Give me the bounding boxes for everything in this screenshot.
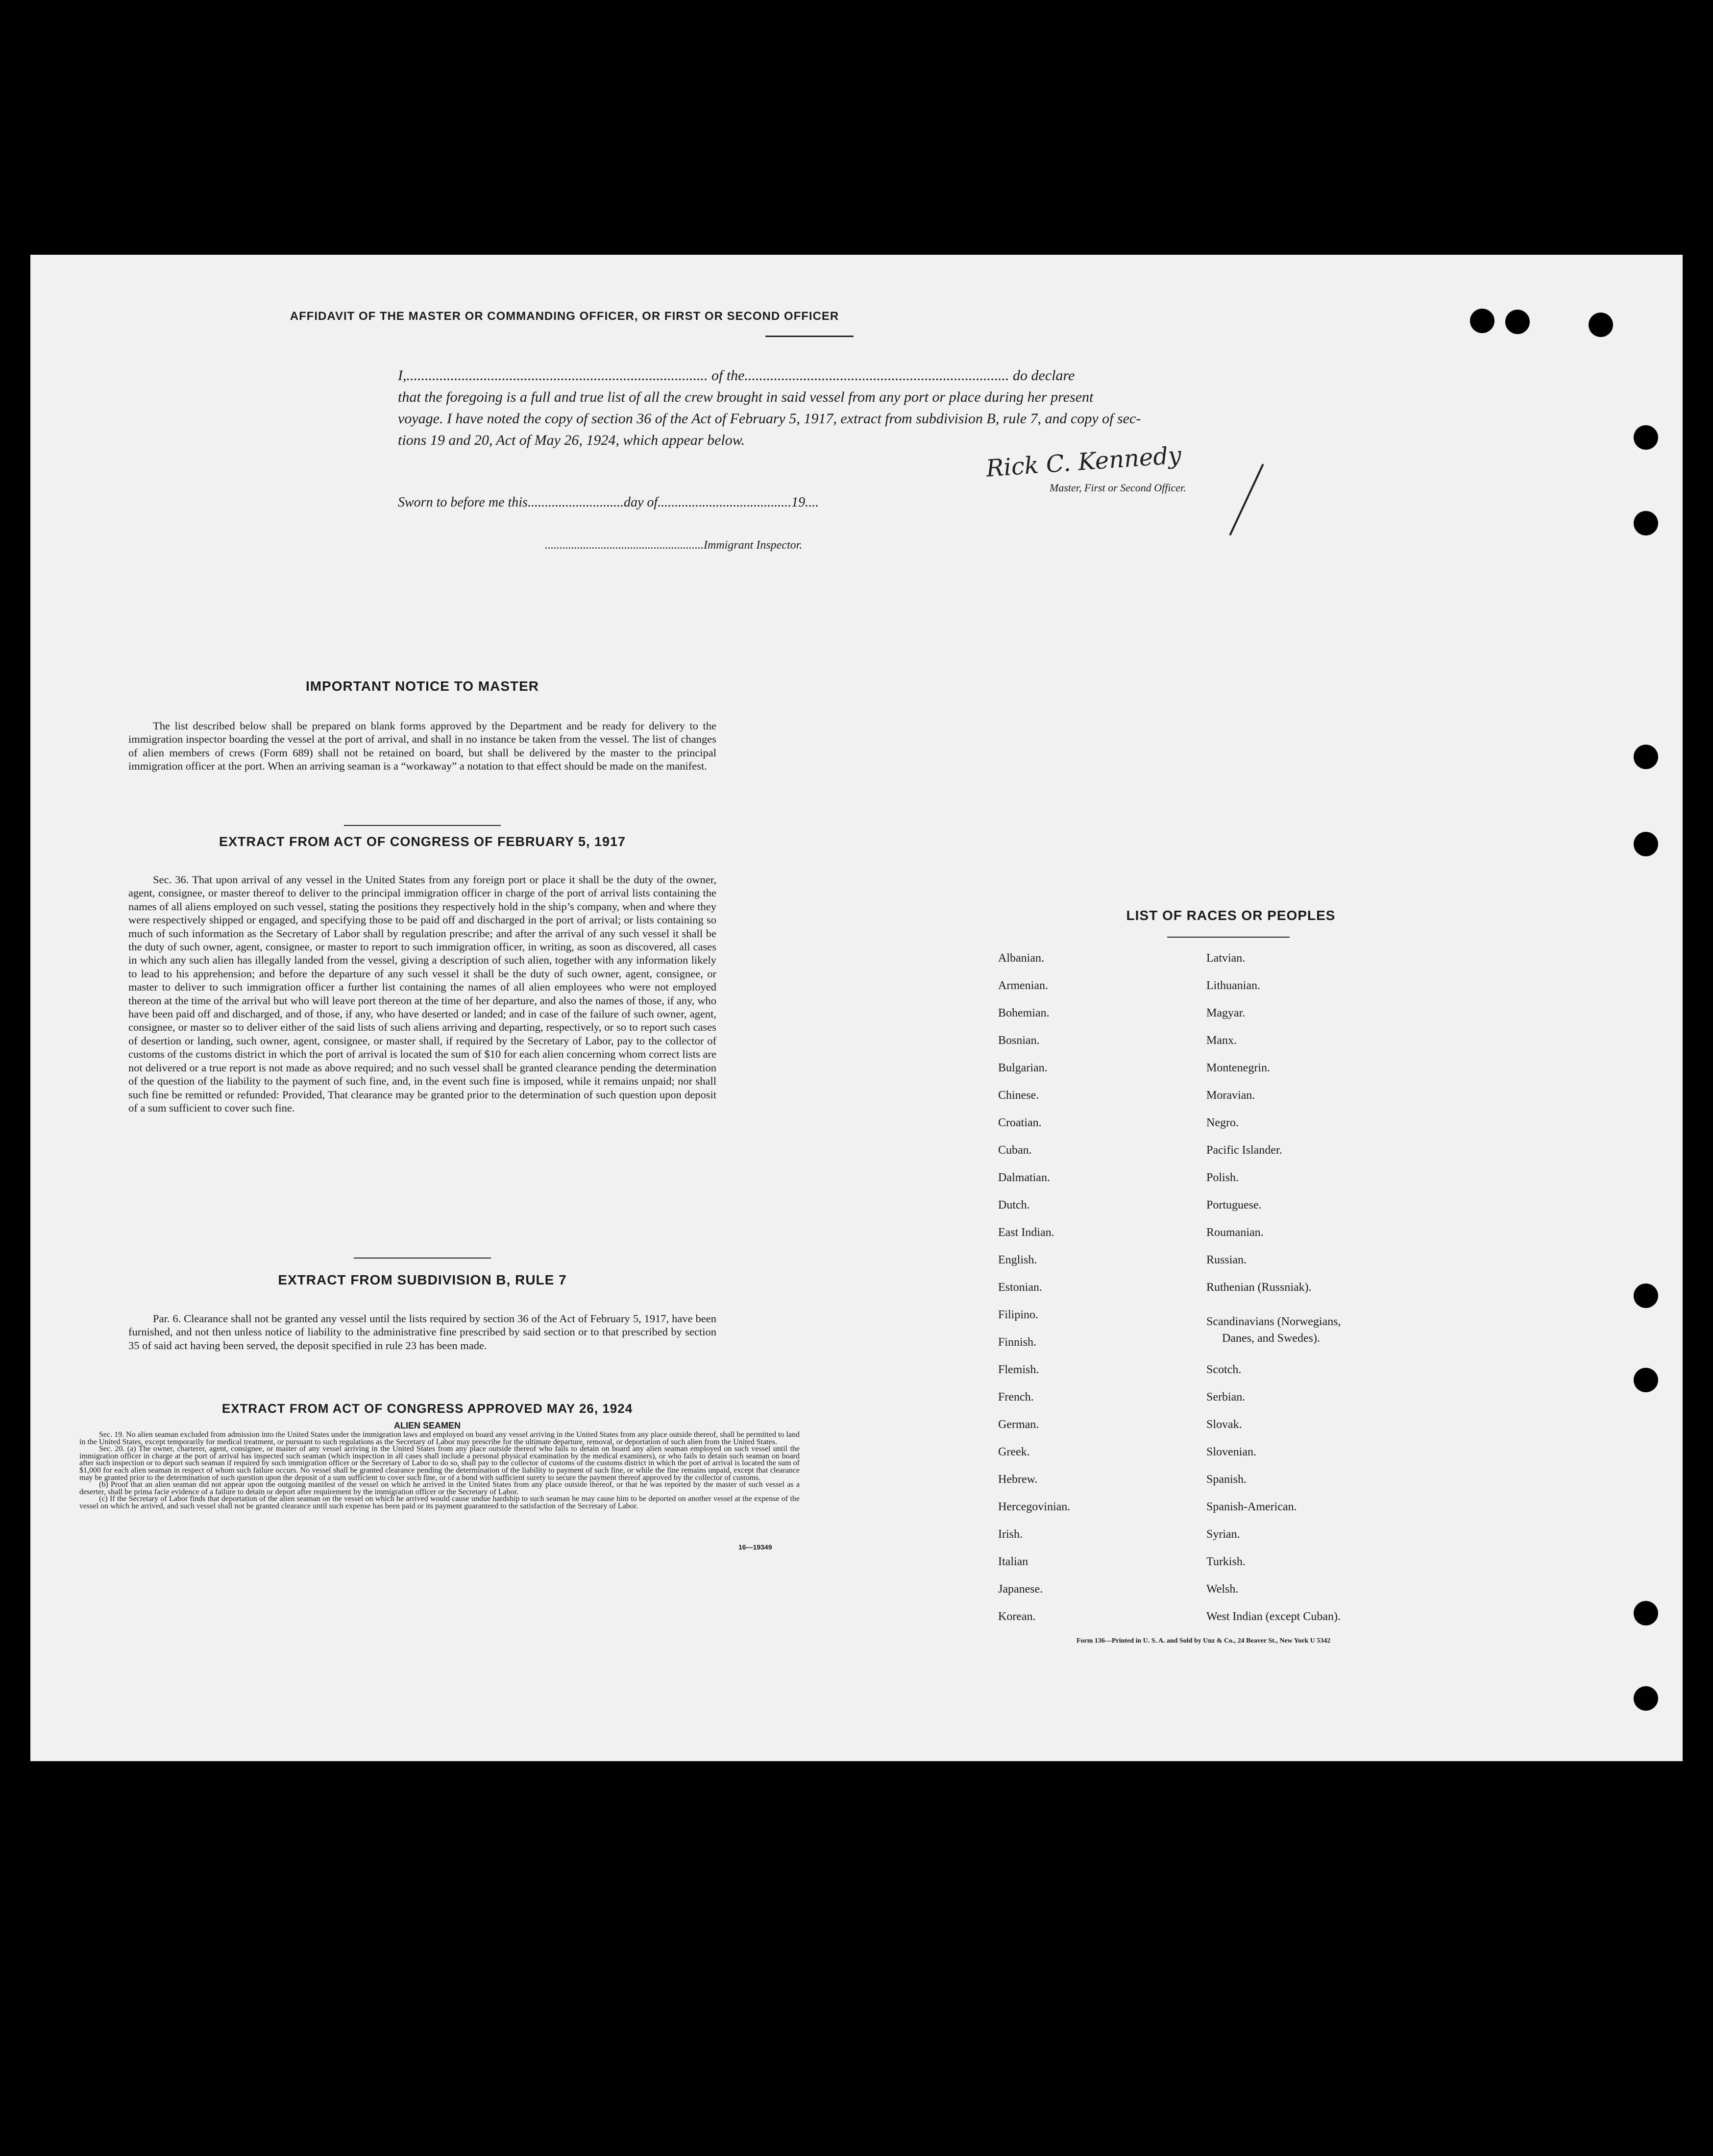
race-left: Bohemian. — [998, 1007, 1050, 1019]
race-right: Serbian. — [1206, 1391, 1246, 1404]
race-right: Welsh. — [1206, 1583, 1239, 1596]
race-right: Turkish. — [1206, 1555, 1246, 1568]
blank-year: .... — [805, 495, 819, 510]
races-title: LIST OF RACES OR PEOPLES — [1126, 908, 1336, 923]
race-right: West Indian (except Cuban). — [1206, 1610, 1341, 1623]
race-left: Korean. — [998, 1610, 1036, 1623]
race-right: Ruthenian (Russniak). — [1206, 1281, 1312, 1294]
sworn-day-of: day of — [623, 495, 658, 510]
notice-text: The list described below shall be prepared on blank forms approved by the Department and be ready for delivery to the immigration inspector boarding the vessel at the port of arrival, and shall in no instance be taken from the vessel. The list of changes of alien members of crews (Form 689) shall not be retained on board, but shall be delivered by the master to the principal immigration officer at the port. When an arriving seaman is a “workaway” a notation to that effect should be made on the manifest. — [128, 720, 716, 773]
punch-hole — [1634, 745, 1658, 769]
race-right: Spanish. — [1206, 1473, 1247, 1486]
sworn-year: 19 — [791, 495, 806, 510]
race-left: German. — [998, 1418, 1039, 1431]
race-right: Portuguese. — [1206, 1199, 1262, 1211]
race-right: Pacific Islander. — [1206, 1144, 1282, 1157]
sec-20a-text: Sec. 20. (a) The owner, charterer, agent, consignee, or master of any vessel arriving in the United States from any place outside thereof who fails to detain on board any alien seaman employed on such vessel until the immigration officer in charge at the port of arrival has inspected such seaman (which inspection in all cases shall include a personal physical examination by the medical examiners), or who fails to detain such seaman on board after such inspection or to deport such seaman if required by such immigration officer or the Secretary of Labor to do so, shall pay to the collector of customs of the customs district in which the port of arrival is located the sum of $1,000 for each alien seaman in respect of whom such failure occurs. No vessel shall be granted clearance pending the determination of the liability to payment of such fine, or while the fine remains unpaid, except that clearance may be granted prior to the determination of such question upon the deposit of a sum sufficient to cover such fine, or of a bond with sufficient surety to secure the payment thereof approved by the collector of customs. — [79, 1445, 800, 1482]
race-right: Russian. — [1206, 1254, 1247, 1266]
punch-hole — [1634, 1284, 1658, 1308]
race-left: Hercegovinian. — [998, 1501, 1071, 1513]
race-right: Magyar. — [1206, 1007, 1246, 1019]
race-left: Chinese. — [998, 1089, 1039, 1102]
race-left: Cuban. — [998, 1144, 1032, 1157]
punch-hole — [1505, 310, 1530, 334]
extract-1924-body — [79, 1431, 800, 1510]
blank-inspector: ...................................................... — [545, 539, 704, 552]
punch-hole — [1634, 832, 1658, 856]
subdivision-b-text: Par. 6. Clearance shall not be granted any vessel until the lists required by section 36 of the Act of February 5, 1917, have been furnished, and not then unless notice of liability to the administrative fine prescribed by said section or to that prescribed by section 35 of said act having been served, the deposit specified in rule 23 has been made. — [128, 1312, 716, 1352]
race-right: Syrian. — [1206, 1528, 1240, 1541]
race-right: Scotch. — [1206, 1363, 1242, 1376]
blank-month: ....................................... — [658, 495, 792, 510]
punch-hole — [1589, 313, 1613, 337]
race-left: Albanian. — [998, 952, 1044, 965]
section-rule — [354, 1258, 491, 1259]
subdivision-b-title: EXTRACT FROM SUBDIVISION B, RULE 7 — [278, 1272, 567, 1287]
punch-hole — [1634, 511, 1658, 535]
race-left: Finnish. — [998, 1336, 1037, 1349]
race-right: Latvian. — [1206, 952, 1246, 965]
declaration-declare: do declare — [1013, 367, 1075, 384]
sworn-prefix: Sworn to before me this — [398, 495, 528, 510]
alien-seamen-subtitle: ALIEN SEAMEN — [393, 1421, 461, 1430]
punch-hole — [1634, 425, 1658, 450]
affidavit-heading: AFFIDAVIT OF THE MASTER OR COMMANDING OFFICER, OR FIRST OR SECOND OFFICER — [290, 310, 839, 323]
race-left: Bosnian. — [998, 1034, 1040, 1047]
race-right: Negro. — [1206, 1116, 1239, 1129]
race-left: Estonian. — [998, 1281, 1042, 1294]
heading-rule — [765, 336, 854, 337]
race-left: Dalmatian. — [998, 1171, 1050, 1184]
race-right-continuation: Danes, and Swedes). — [1222, 1332, 1320, 1345]
race-left: Bulgarian. — [998, 1062, 1048, 1074]
races-rule — [1167, 937, 1290, 938]
race-left: English. — [998, 1254, 1037, 1266]
inspector-line — [545, 539, 802, 552]
declaration-line-4: tions 19 and 20, Act of May 26, 1924, which appear below. — [398, 432, 745, 448]
race-right: Slovenian. — [1206, 1446, 1256, 1458]
punch-hole — [1470, 309, 1494, 333]
notice-title: IMPORTANT NOTICE TO MASTER — [305, 678, 539, 694]
race-left: Dutch. — [998, 1199, 1030, 1211]
race-right: Roumanian. — [1206, 1226, 1264, 1239]
inspector-label: Immigrant Inspector. — [704, 539, 803, 552]
blank-day: ............................ — [527, 495, 624, 510]
race-right: Moravian. — [1206, 1089, 1255, 1102]
punch-hole — [1634, 1686, 1658, 1711]
race-left: Greek. — [998, 1446, 1030, 1458]
signature-stroke — [1229, 464, 1264, 536]
race-left: East Indian. — [998, 1226, 1054, 1239]
sec-20c-text: (c) If the Secretary of Labor finds that deportation of the alien seaman on the vessel on which he arrived would cause undue hardship to such seaman he may cause him to be deported on another vessel at the expense of the vessel on which he arrived, and such vessel shall not be granted clearance until such expense has been paid or its payment guaranteed to the satisfaction of the Secretary of Labor. — [79, 1495, 800, 1510]
race-right: Montenegrin. — [1206, 1062, 1270, 1074]
race-left: French. — [998, 1391, 1034, 1404]
race-left: Italian — [998, 1555, 1028, 1568]
blank-name: .................................................................................. — [406, 367, 708, 384]
form-imprint: Form 136—Printed in U. S. A. and Sold by Unz & Co., 24 Beaver St., New York U 5342 — [1077, 1637, 1331, 1645]
section-rule — [344, 825, 501, 826]
race-left: Flemish. — [998, 1363, 1039, 1376]
race-left: Filipino. — [998, 1308, 1039, 1321]
form-code: 16—19349 — [738, 1543, 772, 1551]
sec-20b-text: (b) Proof that an alien seaman did not appear upon the outgoing manifest of the vessel on which he arrived in the United States from any place outside thereof, or that he was reported by the master of such vessel as a deserter, shall be prima facie evidence of a failure to detain or deport after requirement by the immigration officer or the Secretary of Labor. — [79, 1480, 800, 1496]
punch-hole — [1634, 1601, 1658, 1625]
sworn-line — [398, 495, 819, 510]
declaration-i: I, — [398, 367, 407, 384]
punch-hole — [1634, 1368, 1658, 1392]
extract-1924-title: EXTRACT FROM ACT OF CONGRESS APPROVED MAY 26, 1924 — [221, 1401, 633, 1416]
race-left: Croatian. — [998, 1116, 1042, 1129]
master-signature: Rick C. Kennedy — [985, 441, 1182, 483]
extract-1917-title: EXTRACT FROM ACT OF CONGRESS OF FEBRUARY 5, 1917 — [219, 834, 626, 849]
affidavit-declaration — [398, 365, 1368, 451]
declaration-line-3: voyage. I have noted the copy of section 36 of the Act of February 5, 1917, extract from subdivision B, rule 7, and copy of sec- — [398, 411, 1141, 427]
race-right: Manx. — [1206, 1034, 1237, 1047]
race-left: Japanese. — [998, 1583, 1043, 1596]
race-right: Slovak. — [1206, 1418, 1242, 1431]
blank-vessel: ........................................................................ — [744, 367, 1009, 384]
race-right: Polish. — [1206, 1171, 1239, 1184]
document-page — [30, 255, 1683, 1761]
sec-19-text: Sec. 19. No alien seaman excluded from admission into the United States under the immigration laws and employed on board any vessel arriving in the United States from any place outside thereof, shall be permitted to land in the United States, except temporarily for medical treatment, or pursuant to such regulations as the Secretary of Labor may prescribe for the ultimate departure, removal, or deportation of such alien from the United States. — [79, 1430, 800, 1446]
extract-1917-text: Sec. 36. That upon arrival of any vessel in the United States from any foreign port or place it shall be the duty of the owner, agent, consignee, or master thereof to deliver to the principal immigration officer in charge of the port of arrival lists containing the names of all aliens employed on such vessel, stating the positions they respectively hold in the ship’s company, when and where they were respectively shipped or engaged, and specifying those to be paid off and discharged in the port of arrival; or lists containing so much of such information as the Secretary of Labor shall by regulation prescribe; and after the arrival of any such vessel it shall be the duty of such owner, agent, consignee, or master to report to such immigration officer, in writing, as soon as discovered, all cases in which any such alien has illegally landed from the vessel, giving a description of such alien, together with any information likely to lead to his apprehension; and before the departure of any such vessel it shall be the duty of such owner, agent, consignee, or master to deliver to such immigration officer a further list containing the names of all alien employees who were not employed thereon at the time of the arrival but who will leave port thereon at the time of her departure, and also the names of those, if any, who have been paid off and discharged, and of those, if any, who have deserted or landed; and in case of the failure of such owner, agent, consignee, or master so to deliver either of the said lists of such aliens arriving and departing, respectively, or so to report such cases of desertion or landing, such owner, agent, consignee, or master shall, if required by the Secretary of Labor, pay to the collector of customs of the customs district in which the port of arrival is located the sum of $10 for each alien concerning whom correct lists are not delivered or a true report is not made as above required; and no such vessel shall be granted clearance pending the determination of the question of the liability to the payment of such fine, and, in the event such fine is imposed, while it remains unpaid; nor shall such fine be remitted or refunded: Provided, That clearance may be granted prior to the determination of such question upon deposit of a sum sufficient to cover such fine. — [128, 873, 716, 1114]
declaration-of-the: of the — [711, 367, 745, 384]
declaration-line-2: that the foregoing is a full and true list of all the crew brought in said vessel from any port or place during her present — [398, 389, 1094, 405]
race-left: Irish. — [998, 1528, 1023, 1541]
race-right: Lithuanian. — [1206, 979, 1260, 992]
race-right: Scandinavians (Norwegians, — [1206, 1315, 1341, 1328]
race-left: Armenian. — [998, 979, 1048, 992]
race-right: Spanish-American. — [1206, 1501, 1297, 1513]
race-left: Hebrew. — [998, 1473, 1038, 1486]
signer-role: Master, First or Second Officer. — [1050, 482, 1186, 494]
